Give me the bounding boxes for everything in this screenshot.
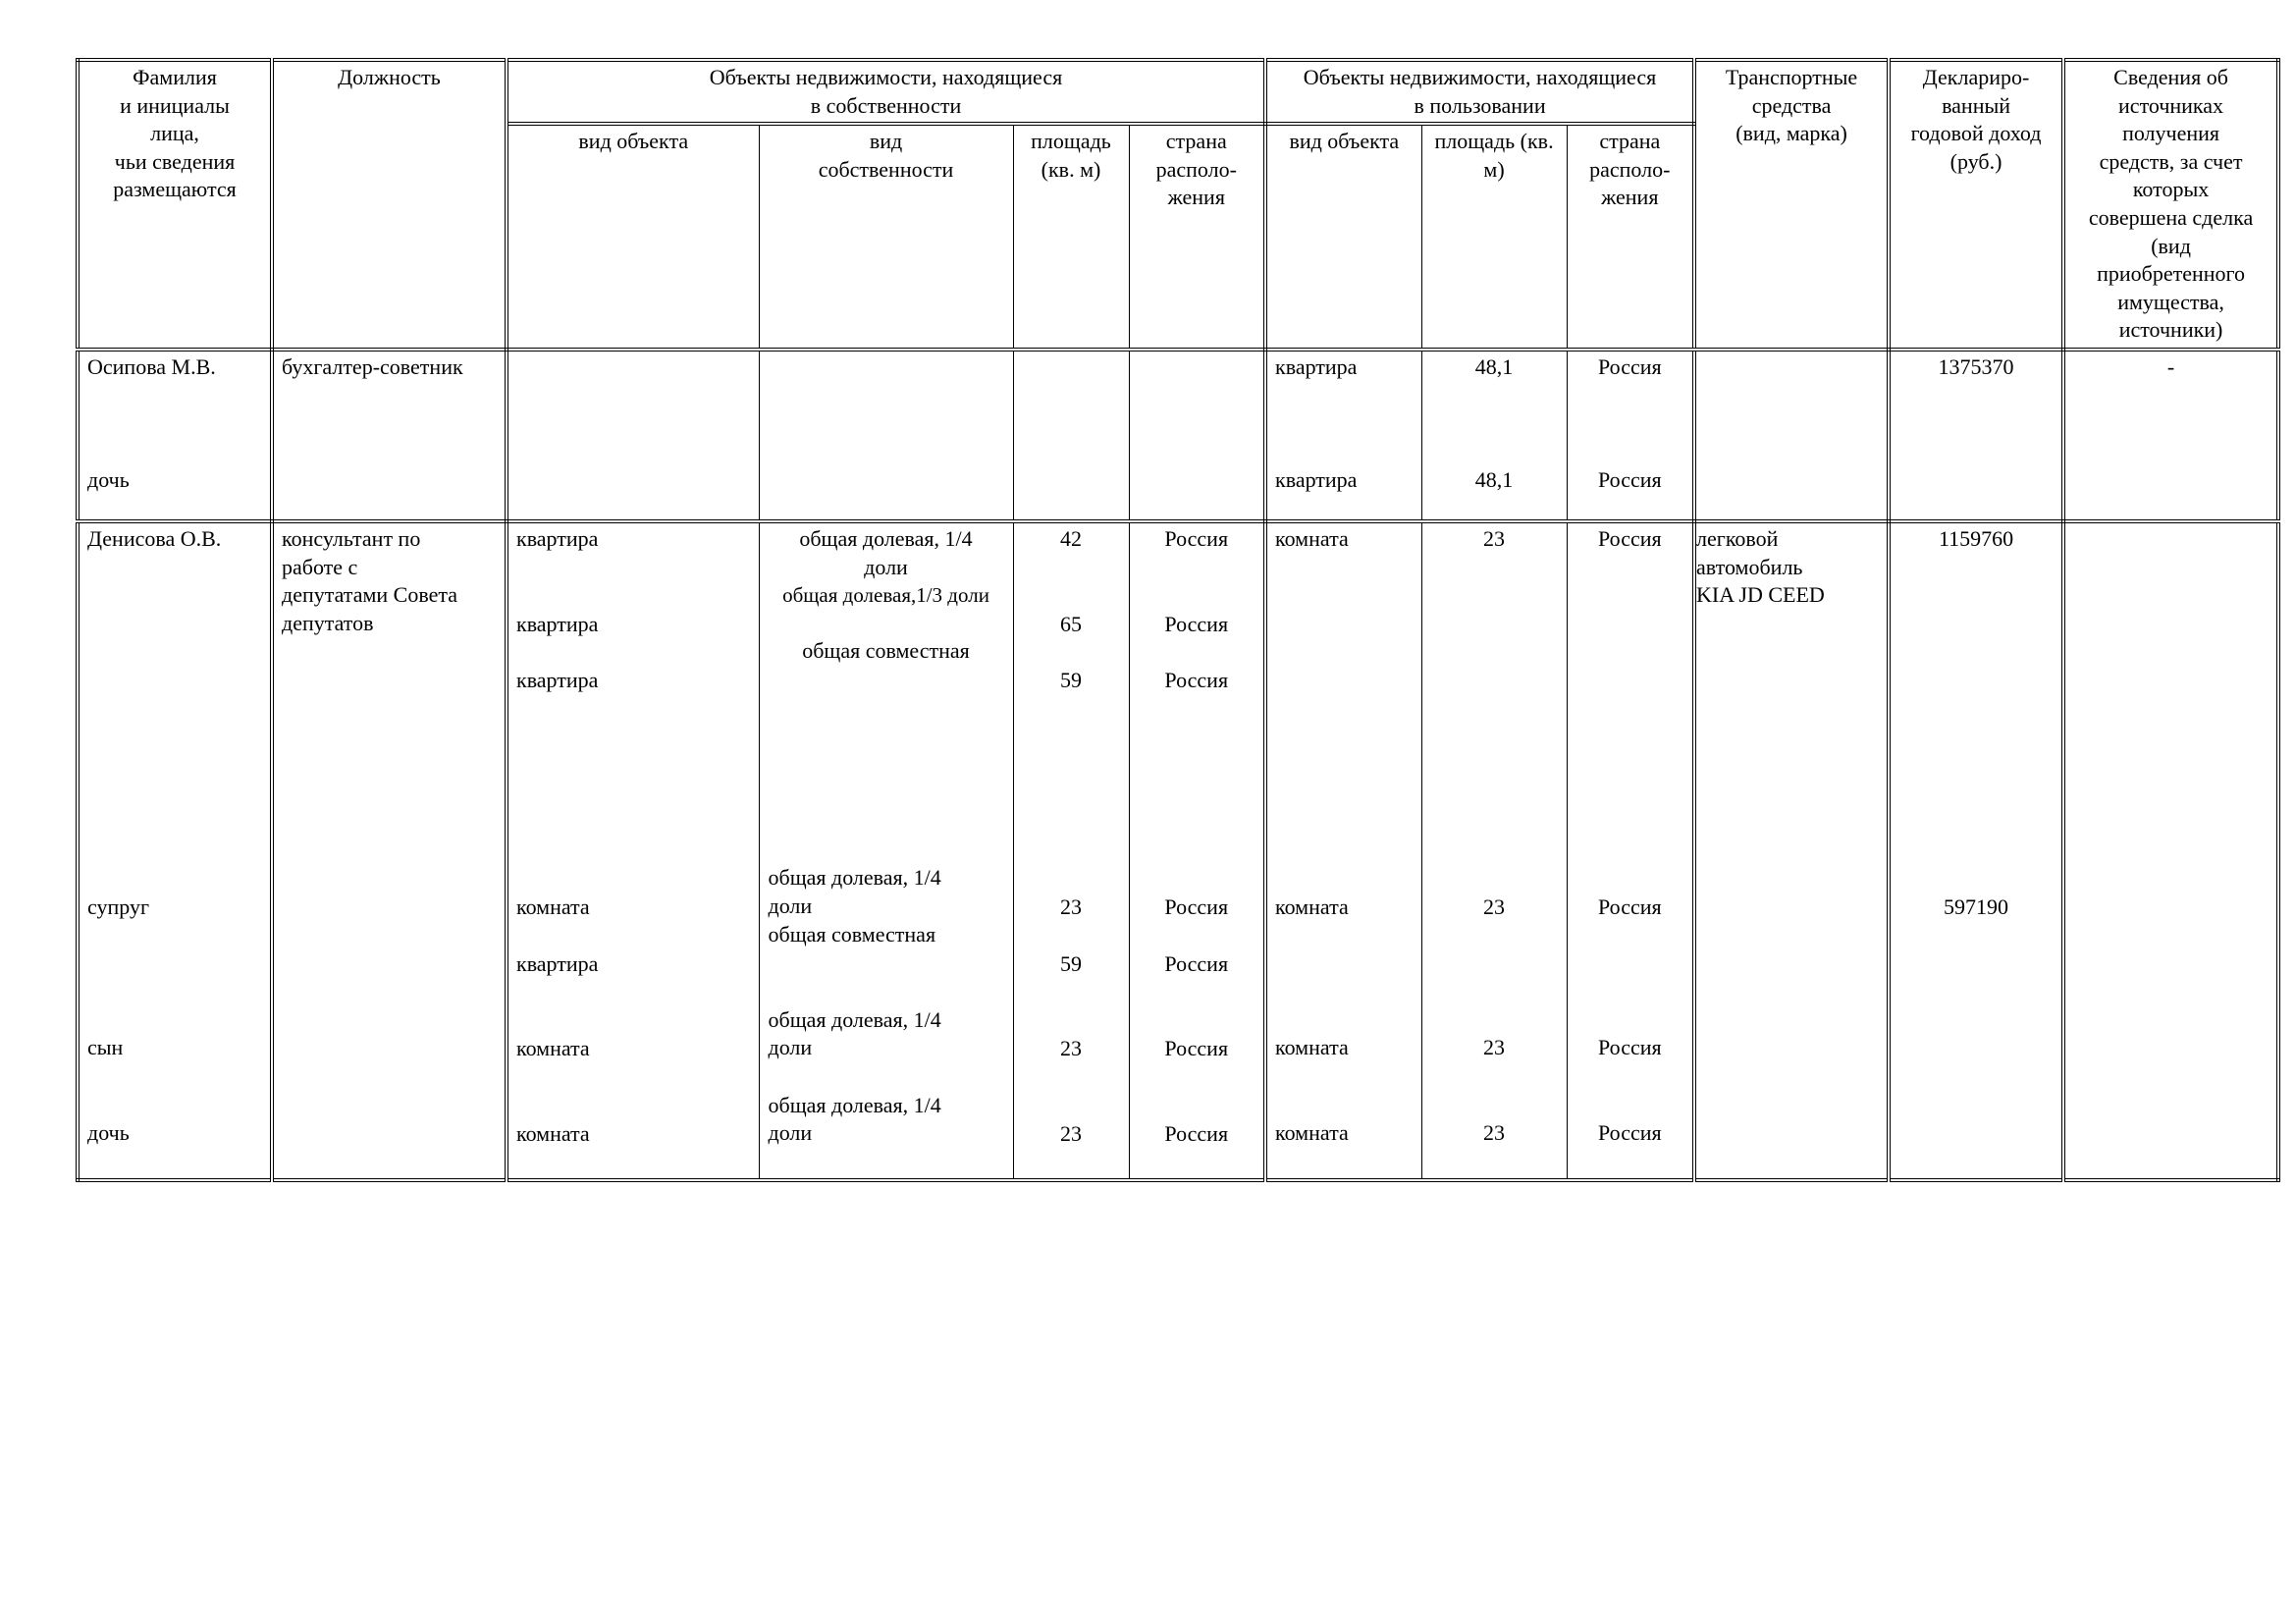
cell-used-type: квартира квартира — [1265, 350, 1421, 521]
cell-transport: легковой автомобиль KIA JD CEED — [1694, 521, 1889, 1180]
header-used-area: площадь (кв. м) — [1421, 124, 1567, 350]
cell-owned-country: Россия Россия Россия Россия Россия Россия Россия — [1129, 521, 1265, 1180]
cell-owned-country — [1129, 350, 1265, 521]
person-name: дочь — [87, 1119, 130, 1145]
cell-fio — [78, 521, 272, 1180]
person-name: Осипова М.В. — [87, 354, 216, 380]
cell-used-country: Россия Россия — [1567, 350, 1694, 521]
person-name: Денисова О.В. — [87, 526, 222, 552]
cell-sources: - — [2063, 350, 2278, 521]
person-name: сын — [87, 1035, 124, 1060]
header-income: Деклариро- ванный годовой доход (руб.) — [1889, 60, 2063, 350]
cell-owned-type: квартира квартира квартира комната квартира комната комната — [507, 521, 759, 1180]
cell-owned-type — [507, 350, 759, 521]
cell-owned-ownership: общая долевая, 1/4 доли общая долевая,1/3 доли общая совместная общая долевая, 1/4 доли общая совместная общая долевая, 1/4 доли общая долевая, 1/4 доли — [759, 521, 1013, 1180]
cell-used-area: 48,1 48,1 — [1421, 350, 1567, 521]
cell-income: 1159760 597190 — [1889, 521, 2063, 1180]
header-owned-group: Объекты недвижимости, находящиеся в собственности — [507, 60, 1265, 124]
header-owned-country: страна располо- жения — [1129, 124, 1265, 350]
header-owned-type: вид объекта — [507, 124, 759, 350]
header-position: Должность — [272, 60, 507, 350]
cell-used-country: Россия Россия Россия Россия — [1567, 521, 1694, 1180]
cell-position: бухгалтер-советник — [272, 350, 507, 521]
cell-owned-area: 42 65 59 23 59 23 23 — [1013, 521, 1129, 1180]
header-sources: Сведения об источниках получения средств, за счет которых совершена сделка (вид приобретенного имущества, источники) — [2063, 60, 2278, 350]
person-name: дочь — [87, 466, 130, 492]
header-owned-ownership: вид собственности — [759, 124, 1013, 350]
cell-sources — [2063, 521, 2278, 1180]
cell-fio — [78, 350, 272, 521]
declaration-table — [76, 58, 2280, 1182]
cell-position: консультант по работе с депутатами Совета депутатов — [272, 521, 507, 1180]
cell-used-type: комната комната комната комната — [1265, 521, 1421, 1180]
header-owned-area: площадь (кв. м) — [1013, 124, 1129, 350]
header-transport: Транспортные средства (вид, марка) — [1694, 60, 1889, 350]
header-used-country: страна располо- жения — [1567, 124, 1694, 350]
cell-owned-area — [1013, 350, 1129, 521]
cell-income: 1375370 — [1889, 350, 2063, 521]
person-name: супруг — [87, 893, 149, 919]
header-fio: Фамилия и инициалы лица, чьи сведения размещаются — [78, 60, 272, 350]
cell-owned-ownership — [759, 350, 1013, 521]
table-row — [78, 521, 2278, 1180]
header-used-type: вид объекта — [1265, 124, 1421, 350]
cell-transport — [1694, 350, 1889, 521]
header-row-1 — [78, 60, 2278, 124]
header-used-group: Объекты недвижимости, находящиеся в пользовании — [1265, 60, 1694, 124]
table-row — [78, 350, 2278, 521]
cell-used-area: 23 23 23 23 — [1421, 521, 1567, 1180]
